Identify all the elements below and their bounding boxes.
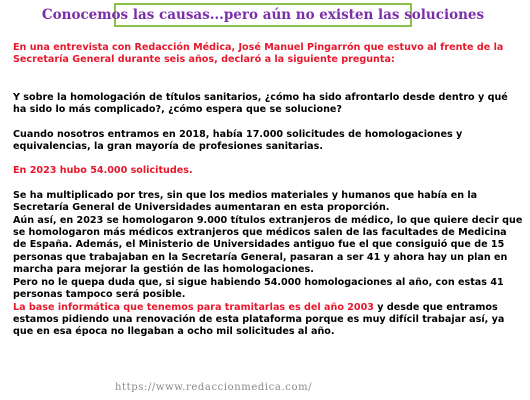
answer-highlight-platform: La base informática que tenemos para tramitarlas es del año 2003 — [13, 301, 374, 313]
page-title: Conocemos las causas...pero aún no existen las soluciones — [41, 7, 485, 23]
answer-paragraph-3: Se ha multiplicado por tres, sin que los medios materiales y humanos que había en la Secretaría General de Universidades aumentaran en esta proporción. — [13, 189, 478, 214]
article-body — [13, 42, 523, 339]
interview-question: Y sobre la homologación de títulos sanitarios, ¿cómo ha sido afrontarlo desde dentro y qué ha sido lo más complicado?, ¿cómo espera que se solucione? — [13, 91, 508, 116]
answer-paragraph-6-rest: y desde que entramos estamos pidiendo una renovación de esta plataforma porque es muy difícil trabajar así, ya que en esa época no llegaban a ocho mil solicitudes al año. — [13, 301, 505, 338]
intro-paragraph: En una entrevista con Redacción Médica, José Manuel Pingarrón que estuvo al frente de la Secretaría General durante seis años, declaró a la siguiente pregunta: — [13, 42, 504, 66]
source-link[interactable]: https://www.redaccionmedica.com/ — [115, 382, 313, 393]
answer-paragraph-1: Cuando nosotros entramos en 2018, había 17.000 solicitudes de homologaciones y equivalencias, la gran mayoría de profesiones sanitarias. — [13, 128, 463, 153]
answer-paragraph-5: Pero no le quepa duda que, si sigue habiendo 54.000 homologaciones al año, con estas 41 personas tampoco será posible. — [13, 276, 504, 301]
title-banner — [41, 3, 485, 27]
answer-paragraph-6 — [13, 302, 523, 339]
answer-paragraph-4: Aún así, en 2023 se homologaron 9.000 títulos extranjeros de médico, lo que quiere decir que se homologaron más médicos extranjeros que médicos salen de las facultades de Medicina de España. Además, el Ministerio de Universidades antiguo fue el que consiguió que de 15 personas que trabajaban en la Secretaría General, pasaran a ser 41 y ahora hay un plan en marcha para mejorar la gestión de las homologaciones. — [13, 214, 523, 276]
answer-highlight-2023: En 2023 hubo 54.000 solicitudes. — [13, 165, 193, 177]
